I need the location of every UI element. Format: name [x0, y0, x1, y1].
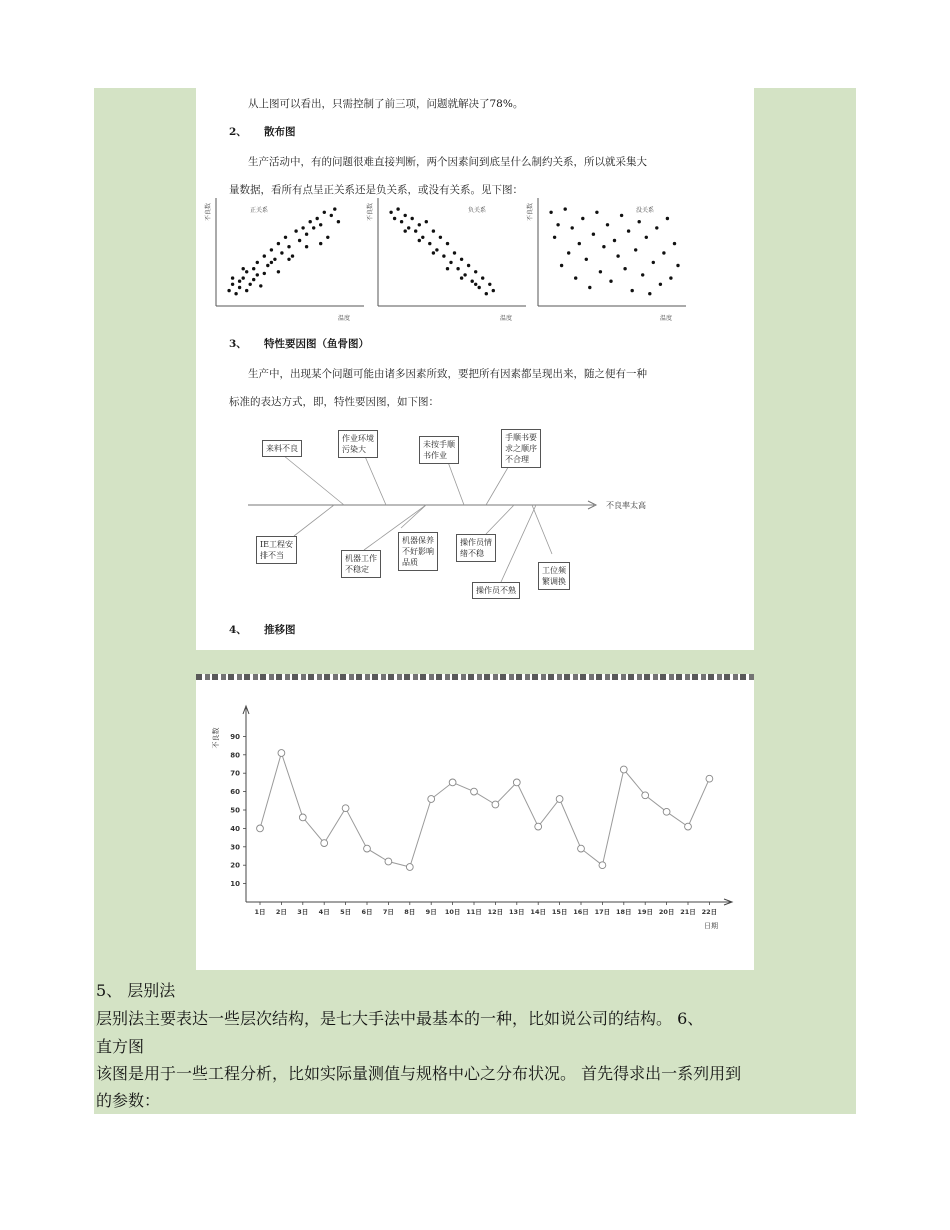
chart-data-point: [685, 823, 692, 830]
chart-y-tick-label: 80: [230, 751, 240, 760]
body-line-layering-heading: 5、 层别法: [96, 981, 176, 1000]
chart-data-point: [556, 796, 563, 803]
chart-y-tick-label: 10: [230, 880, 240, 889]
chart-x-tick-label: 12日: [487, 908, 504, 916]
section-2-number: 2、: [229, 126, 247, 138]
section-3-number: 3、: [229, 338, 247, 350]
chart-y-tick-label: 50: [230, 806, 240, 815]
chart-data-point: [513, 779, 520, 786]
chart-data-point: [257, 825, 264, 832]
chart-x-tick-label: 13日: [509, 908, 525, 916]
chart-data-point: [535, 823, 542, 830]
chart-x-tick-label: 16日: [573, 908, 589, 916]
fishbone-cause-station-rotation: 工位频 繁调换: [538, 562, 570, 590]
chart-x-tick-label: 9日: [425, 908, 437, 916]
chart-x-tick-label: 6日: [361, 908, 373, 916]
scanned-page-image-bottom: [196, 674, 754, 970]
chart-data-point: [706, 775, 713, 782]
chart-data-point: [599, 862, 606, 869]
scatter-panel-label: 没关系: [636, 207, 655, 214]
chart-y-tick-label: 20: [230, 861, 240, 870]
chart-x-tick-label: 10日: [444, 908, 461, 916]
section-3-paragraph-line1: 生产中，出现某个问题可能由诸多因素所致，要把所有因素都呈现出来，随之便有一种: [248, 368, 647, 380]
scatter-ylabel: 不良数: [205, 202, 212, 222]
fishbone-cause-operator-unskilled: 操作员不熟: [472, 582, 520, 599]
chart-data-point: [342, 805, 349, 812]
chart-ylabel: 不良数: [212, 727, 220, 749]
chart-data-point: [321, 840, 328, 847]
scatter-xlabel: 温度: [338, 315, 351, 322]
chart-x-tick-label: 21日: [680, 908, 696, 916]
section-4-title: 推移图: [264, 624, 296, 636]
chart-x-tick-label: 18日: [616, 908, 632, 916]
chart-x-tick-label: 22日: [701, 908, 718, 916]
chart-data-point: [428, 796, 435, 803]
chart-series-line: [260, 753, 709, 867]
fishbone-cause-work-environment: 作业环境 污染大: [338, 430, 378, 458]
scatter-panel-label: 负关系: [468, 207, 487, 214]
trend-line-chart: [196, 674, 754, 970]
fishbone-cause-not-following-instructions: 未按手顺 书作业: [419, 436, 459, 464]
chart-x-tick-label: 8日: [404, 908, 416, 916]
chart-data-point: [663, 808, 670, 815]
chart-xlabel: 日期: [704, 922, 718, 930]
chart-y-tick-label: 70: [230, 769, 240, 778]
scatter-ylabel: 不良数: [527, 202, 534, 222]
scatter-xlabel: 温度: [500, 315, 513, 322]
chart-x-tick-label: 7日: [382, 908, 394, 916]
fishbone-cause-incoming-material: 来料不良: [262, 440, 302, 457]
chart-x-tick-label: 17日: [594, 908, 611, 916]
chart-y-tick-label: 90: [230, 732, 240, 741]
section-2-paragraph-line1: 生产活动中，有的问题很难直接判断，两个因素间到底呈什么制约关系，所以就采集大: [248, 156, 647, 168]
scatter-ylabel: 不良数: [367, 202, 374, 222]
chart-data-point: [471, 788, 478, 795]
chart-y-tick-label: 30: [230, 843, 240, 852]
chart-data-point: [492, 801, 499, 808]
section-3-paragraph-line2: 标准的表达方式，即，特性要因图，如下图：: [229, 396, 439, 408]
section-2-paragraph-line2: 量数据，看所有点呈正关系还是负关系，或没有关系。见下图：: [229, 184, 523, 196]
chart-x-tick-label: 5日: [340, 908, 352, 916]
fishbone-cause-operator-mood: 操作员情 绪不稳: [456, 534, 496, 562]
chart-x-tick-label: 1日: [254, 908, 266, 916]
section-2-title: 散布图: [264, 126, 296, 138]
chart-x-tick-label: 20日: [658, 908, 675, 916]
chart-x-tick-label: 11日: [466, 908, 482, 916]
chart-y-tick-label: 60: [230, 788, 240, 797]
scatter-xlabel: 温度: [660, 315, 673, 322]
chart-x-tick-label: 4日: [318, 908, 330, 916]
chart-data-point: [620, 766, 627, 773]
chart-data-point: [364, 845, 371, 852]
fishbone-cause-machine-unstable: 机器工作 不稳定: [341, 550, 381, 578]
scanned-page-image-top: [196, 88, 754, 650]
fishbone-diagram-lines: [196, 88, 754, 650]
body-line-histogram-heading: 直方图: [96, 1037, 145, 1056]
chart-data-point: [449, 779, 456, 786]
chart-data-point: [385, 858, 392, 865]
paragraph-pareto-conclusion: 从上图可以看出，只需控制了前三项，问题就解决了78%。: [248, 98, 524, 110]
chart-x-tick-label: 14日: [530, 908, 546, 916]
chart-x-tick-label: 3日: [297, 908, 309, 916]
chart-x-tick-label: 15日: [551, 908, 568, 916]
scatter-panel-label: 正关系: [250, 207, 269, 214]
fishbone-cause-ie-arrangement: IE工程安 排不当: [256, 536, 297, 564]
chart-y-tick-label: 40: [230, 824, 240, 833]
chart-data-point: [299, 814, 306, 821]
chart-x-tick-label: 2日: [275, 908, 287, 916]
fishbone-cause-instruction-order: 手顺书要 求之顺序 不合理: [501, 429, 541, 468]
section-3-title: 特性要因图（鱼骨图）: [264, 338, 369, 350]
fishbone-effect-label: 不良率太高: [606, 501, 646, 510]
body-line-parameters: 的参数：: [96, 1091, 161, 1110]
chart-data-point: [278, 750, 285, 757]
body-line-layering-description: 层别法主要表达一些层次结构，是七大手法中最基本的一种，比如说公司的结构。 6、: [96, 1009, 704, 1028]
chart-x-tick-label: 19日: [637, 908, 653, 916]
chart-data-point: [406, 864, 413, 871]
fishbone-cause-machine-maintenance: 机器保养 不好影响 品质: [398, 532, 438, 571]
chart-data-point: [642, 792, 649, 799]
chart-data-point: [578, 845, 585, 852]
section-4-number: 4、: [229, 624, 247, 636]
body-line-histogram-description: 该图是用于一些工程分析，比如实际量测值与规格中心之分布状况。 首先得求出一系列用到: [96, 1064, 742, 1083]
